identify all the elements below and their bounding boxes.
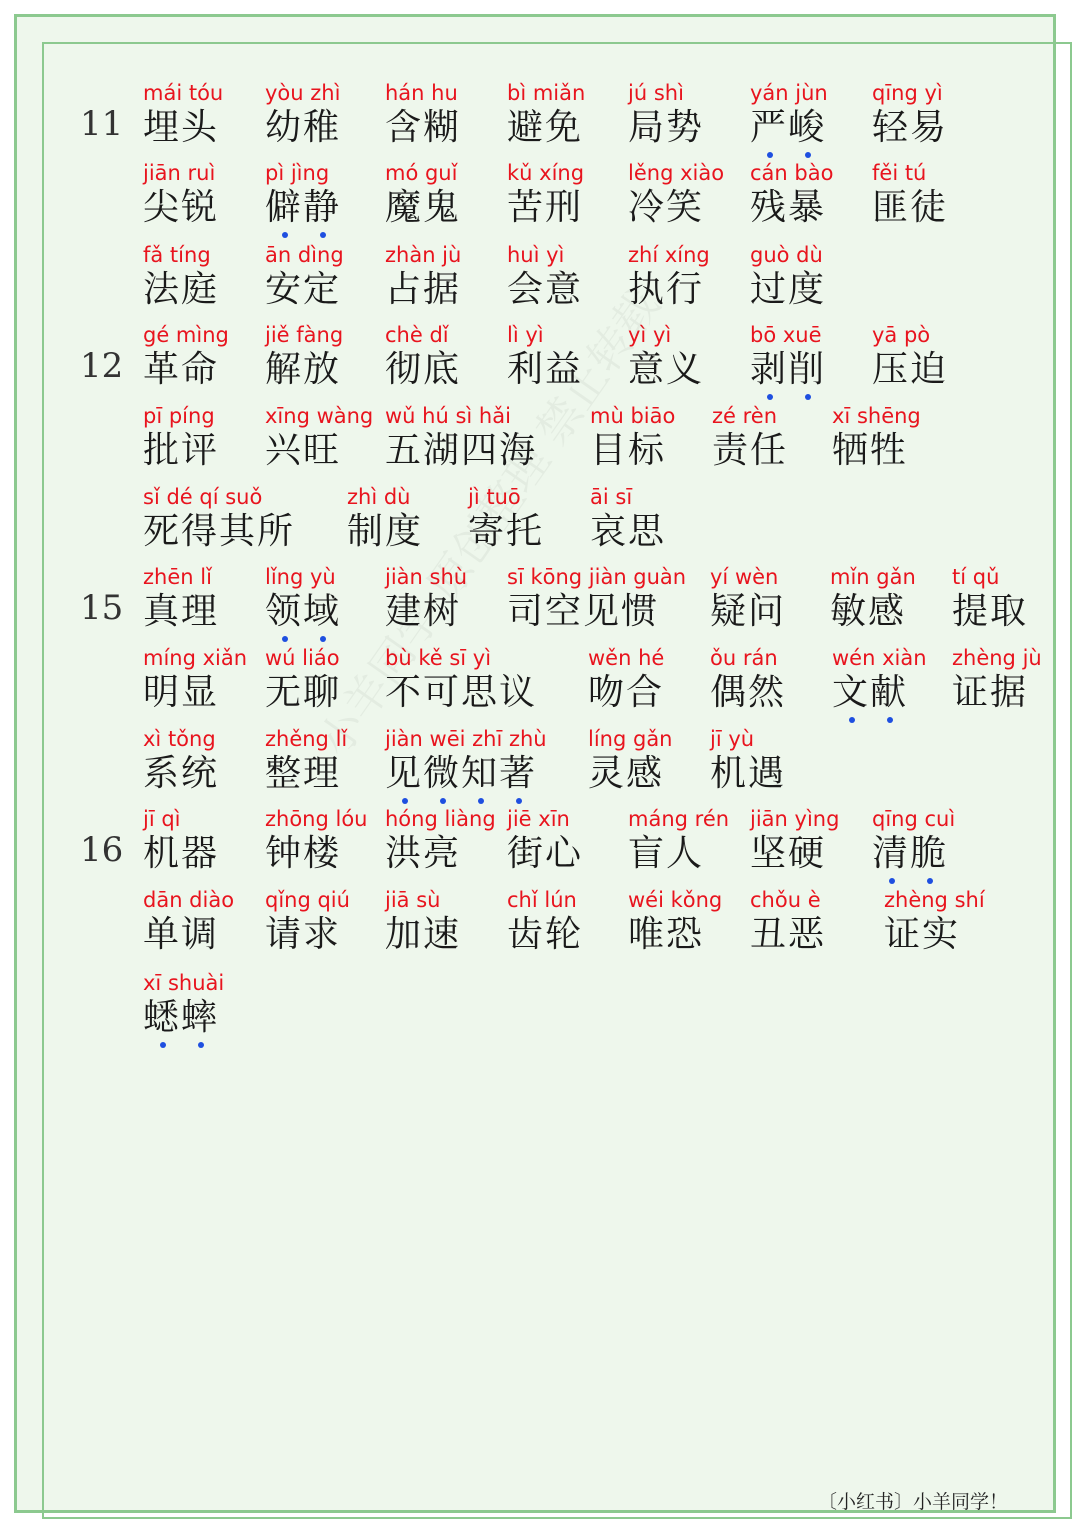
vocab-word [265, 887, 350, 957]
vocab-word [507, 806, 583, 876]
pinyin: zé rèn [712, 404, 778, 428]
vocab-word [750, 806, 839, 876]
hanzi: 机遇 [710, 753, 787, 794]
pinyin: zhèng jù [952, 646, 1042, 670]
hanzi: 制度 [347, 511, 424, 552]
hanzi: 不可思议 [385, 672, 538, 713]
hanzi: 尖锐 [143, 187, 220, 228]
vocab-word [143, 242, 219, 312]
vocab-word [385, 322, 461, 392]
vocab-word [588, 726, 673, 796]
vocab-word [628, 80, 704, 150]
hanzi: 齿轮 [507, 914, 584, 955]
pinyin: pì jìng [265, 161, 330, 185]
vocab-word [710, 645, 786, 715]
pinyin: mǐn gǎn [830, 565, 916, 589]
hanzi: 明显 [143, 672, 220, 713]
hanzi: 疑问 [710, 591, 787, 632]
pinyin: zhēn lǐ [143, 565, 212, 589]
pinyin: jú shì [628, 81, 684, 105]
vocab-word [750, 80, 828, 150]
vocab-word [710, 564, 786, 634]
pinyin: chǒu è [750, 888, 821, 912]
vocab-word [750, 242, 826, 312]
emphasis-dot [320, 636, 326, 642]
hanzi: 彻底 [385, 349, 462, 390]
pinyin: lěng xiào [628, 161, 725, 185]
emphasis-dot [889, 878, 895, 884]
pinyin: xī shuài [143, 971, 225, 995]
hanzi: 唯恐 [628, 914, 705, 955]
pinyin: mù biāo [590, 404, 676, 428]
pinyin: jì tuō [468, 485, 521, 509]
pinyin: yā pò [872, 323, 931, 347]
hanzi: 见微知著 [385, 753, 538, 794]
emphasis-dot [805, 394, 811, 400]
vocab-word [143, 806, 219, 876]
vocab-word [872, 80, 948, 150]
vocab-word [884, 887, 985, 957]
hanzi: 机器 [143, 833, 220, 874]
pinyin: wǔ hú sì hǎi [385, 404, 511, 428]
hanzi: 领域 [265, 591, 342, 632]
emphasis-dot [478, 798, 484, 804]
hanzi: 真理 [143, 591, 220, 632]
vocab-word [507, 242, 583, 312]
emphasis-dot [320, 232, 326, 238]
pinyin: guò dù [750, 243, 823, 267]
pinyin: zhì dù [347, 485, 411, 509]
hanzi: 钟楼 [265, 833, 342, 874]
pinyin: sī kōng jiàn guàn [507, 565, 687, 589]
hanzi: 清脆 [872, 833, 949, 874]
hanzi: 坚硬 [750, 833, 827, 874]
lesson-number: 12 [80, 346, 124, 386]
hanzi: 兴旺 [265, 430, 342, 471]
vocab-word [385, 242, 461, 312]
pinyin: hán hu [385, 81, 458, 105]
hanzi: 单调 [143, 914, 220, 955]
pinyin: xī shēng [832, 404, 921, 428]
hanzi: 过度 [750, 269, 827, 310]
hanzi: 哀思 [590, 511, 667, 552]
pinyin: jiàn shù [385, 565, 468, 589]
pinyin: jiā sù [385, 888, 441, 912]
hanzi: 含糊 [385, 107, 462, 148]
pinyin: yòu zhì [265, 81, 341, 105]
pinyin: wěn hé [588, 646, 665, 670]
vocab-word [265, 242, 344, 312]
hanzi: 残暴 [750, 187, 827, 228]
vocab-word [952, 645, 1042, 715]
pinyin: mái tóu [143, 81, 224, 105]
vocab-word [143, 484, 295, 554]
vocab-word [385, 160, 461, 230]
pinyin: lì yì [507, 323, 544, 347]
lesson-number: 15 [80, 588, 124, 628]
vocab-word [750, 160, 833, 230]
pinyin: sǐ dé qí suǒ [143, 485, 263, 509]
vocab-word [143, 887, 234, 957]
vocab-word [750, 887, 826, 957]
vocab-word [143, 564, 219, 634]
hanzi: 会意 [507, 269, 584, 310]
pinyin: fǎ tíng [143, 243, 211, 267]
hanzi: 盲人 [628, 833, 705, 874]
pinyin: zhōng lóu [265, 807, 368, 831]
emphasis-dot [767, 152, 773, 158]
pinyin: yì yì [628, 323, 672, 347]
hanzi: 丑恶 [750, 914, 827, 955]
pinyin: āi sī [590, 485, 633, 509]
hanzi: 利益 [507, 349, 584, 390]
vocab-word [385, 806, 496, 876]
pinyin: wéi kǒng [628, 888, 723, 912]
hanzi: 占据 [385, 269, 462, 310]
pinyin: zhàn jù [385, 243, 462, 267]
pinyin: xì tǒng [143, 727, 216, 751]
hanzi: 目标 [590, 430, 667, 471]
pinyin: wén xiàn [832, 646, 927, 670]
emphasis-dot [282, 636, 288, 642]
vocab-word [507, 80, 585, 150]
hanzi: 埋头 [143, 107, 220, 148]
hanzi: 意义 [628, 349, 705, 390]
vocab-word [265, 806, 368, 876]
vocab-word [143, 160, 219, 230]
hanzi: 牺牲 [832, 430, 909, 471]
hanzi: 死得其所 [143, 511, 296, 552]
pinyin: jiān ruì [143, 161, 216, 185]
hanzi: 偶然 [710, 672, 787, 713]
pinyin: bō xuē [750, 323, 822, 347]
pinyin: míng xiǎn [143, 646, 248, 670]
pinyin: bù kě sī yì [385, 646, 492, 670]
emphasis-dot [887, 717, 893, 723]
hanzi: 解放 [265, 349, 342, 390]
hanzi: 压迫 [872, 349, 949, 390]
pinyin: jī qì [143, 807, 181, 831]
hanzi: 洪亮 [385, 833, 462, 874]
pinyin: tí qǔ [952, 565, 1000, 589]
emphasis-dot [767, 394, 773, 400]
hanzi: 冷笑 [628, 187, 705, 228]
vocab-word [507, 564, 686, 634]
vocab-word [628, 806, 729, 876]
pinyin: qǐng qiú [265, 888, 350, 912]
pinyin: qīng yì [872, 81, 943, 105]
pinyin: pī píng [143, 404, 215, 428]
pinyin: zhěng lǐ [265, 727, 348, 751]
hanzi: 加速 [385, 914, 462, 955]
emphasis-dot [440, 798, 446, 804]
vocab-word [385, 80, 461, 150]
vocab-word [265, 160, 341, 230]
lesson-number: 11 [80, 104, 124, 144]
hanzi: 建树 [385, 591, 462, 632]
vocab-word [265, 322, 343, 392]
pinyin: kǔ xíng [507, 161, 585, 185]
hanzi: 剥削 [750, 349, 827, 390]
pinyin: bì miǎn [507, 81, 586, 105]
pinyin: jiàn wēi zhī zhù [385, 727, 547, 751]
hanzi: 整理 [265, 753, 342, 794]
hanzi: 灵感 [588, 753, 665, 794]
pinyin: zhí xíng [628, 243, 710, 267]
pinyin: mó guǐ [385, 161, 458, 185]
vocab-word [507, 887, 583, 957]
vocab-word [143, 322, 229, 392]
hanzi: 请求 [265, 914, 342, 955]
hanzi: 革命 [143, 349, 220, 390]
pinyin: yán jùn [750, 81, 828, 105]
pinyin: hóng liàng [385, 807, 496, 831]
pinyin: jiān yìng [750, 807, 840, 831]
vocab-word [588, 645, 664, 715]
emphasis-dot [282, 232, 288, 238]
pinyin: chè dǐ [385, 323, 449, 347]
vocab-word [507, 160, 584, 230]
pinyin: gé mìng [143, 323, 229, 347]
hanzi: 提取 [952, 591, 1029, 632]
vocab-word [347, 484, 423, 554]
emphasis-dot [849, 717, 855, 723]
hanzi: 法庭 [143, 269, 220, 310]
emphasis-dot [516, 798, 522, 804]
pinyin: dān diào [143, 888, 235, 912]
footer-credit: 〔小红书〕小羊同学！ [818, 1491, 1009, 1513]
hanzi: 街心 [507, 833, 584, 874]
emphasis-dot [198, 1042, 204, 1048]
hanzi: 严峻 [750, 107, 827, 148]
pinyin: zhèng shí [884, 888, 985, 912]
vocab-word [385, 726, 547, 796]
pinyin: jiē xīn [507, 807, 570, 831]
vocab-word [872, 322, 948, 392]
vocab-word [872, 160, 948, 230]
hanzi: 五湖四海 [385, 430, 538, 471]
hanzi: 敏感 [830, 591, 907, 632]
hanzi: 匪徒 [872, 187, 949, 228]
vocab-word [385, 887, 461, 957]
pinyin: ān dìng [265, 243, 344, 267]
vocab-word [712, 403, 788, 473]
hanzi: 证实 [884, 914, 961, 955]
hanzi: 轻易 [872, 107, 949, 148]
vocab-word [265, 403, 373, 473]
hanzi: 避免 [507, 107, 584, 148]
pinyin: jī yù [710, 727, 755, 751]
pinyin: ǒu rán [710, 646, 778, 670]
vocab-word [590, 403, 675, 473]
hanzi: 寄托 [468, 511, 545, 552]
hanzi: 安定 [265, 269, 342, 310]
pinyin: huì yì [507, 243, 565, 267]
hanzi: 执行 [628, 269, 705, 310]
vocab-word [628, 160, 724, 230]
vocab-word [143, 726, 219, 796]
vocab-word [710, 726, 786, 796]
hanzi: 蟋蟀 [143, 997, 220, 1038]
hanzi: 责任 [712, 430, 789, 471]
hanzi: 魔鬼 [385, 187, 462, 228]
hanzi: 司空见惯 [507, 591, 660, 632]
hanzi: 幼稚 [265, 107, 342, 148]
hanzi: 系统 [143, 753, 220, 794]
emphasis-dot [927, 878, 933, 884]
vocab-word [832, 645, 927, 715]
pinyin: jiě fàng [265, 323, 344, 347]
emphasis-dot [160, 1042, 166, 1048]
vocab-word [265, 564, 341, 634]
pinyin: qīng cuì [872, 807, 956, 831]
vocab-word [830, 564, 916, 634]
vocab-word [750, 322, 826, 392]
pinyin: fěi tú [872, 161, 927, 185]
hanzi: 僻静 [265, 187, 342, 228]
pinyin: cán bào [750, 161, 834, 185]
pinyin: chǐ lún [507, 888, 577, 912]
pinyin: xīng wàng [265, 404, 374, 428]
vocab-word [952, 564, 1028, 634]
vocab-word [590, 484, 666, 554]
vocab-word [143, 645, 247, 715]
vocab-word [143, 403, 219, 473]
emphasis-dot [805, 152, 811, 158]
hanzi: 苦刑 [507, 187, 584, 228]
pinyin: wú liáo [265, 646, 340, 670]
vocab-word [265, 80, 341, 150]
pinyin: líng gǎn [588, 727, 673, 751]
hanzi: 吻合 [588, 672, 665, 713]
vocab-word [143, 970, 224, 1040]
hanzi: 无聊 [265, 672, 342, 713]
emphasis-dot [402, 798, 408, 804]
hanzi: 证据 [952, 672, 1029, 713]
pinyin: yí wèn [710, 565, 779, 589]
hanzi: 文献 [832, 672, 909, 713]
vocab-word [832, 403, 921, 473]
lesson-number: 16 [80, 830, 124, 870]
vocab-word [872, 806, 955, 876]
vocab-word [143, 80, 223, 150]
pinyin: máng rén [628, 807, 730, 831]
vocab-word [628, 887, 722, 957]
pinyin: lǐng yù [265, 565, 336, 589]
hanzi: 局势 [628, 107, 705, 148]
hanzi: 批评 [143, 430, 220, 471]
